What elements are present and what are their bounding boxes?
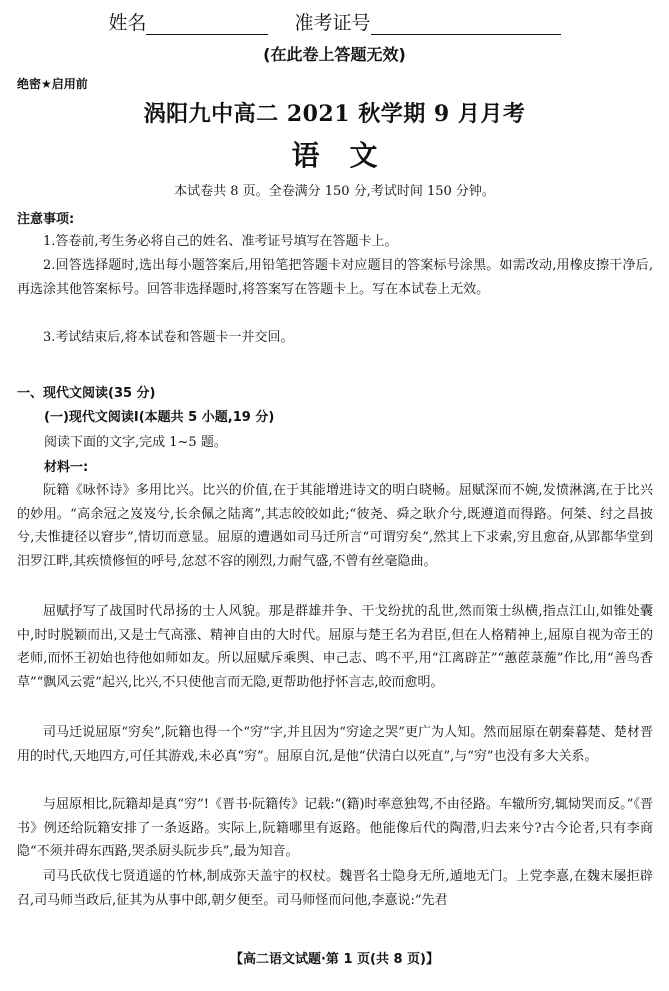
reading-instruction: 阅读下面的文字,完成 1~5 题。 <box>44 435 227 450</box>
note-item-1: 1.答卷前,考生务必将自己的姓名、准考证号填写在答题卡上。 <box>43 234 398 249</box>
body-paragraph-5: 司马氏砍伐七贤逍遥的竹林,制成弥天盖宇的权杖。魏晋名士隐身无所,遁地无门。上党李憙,在魏末屡拒辟召,司马师当政后,征其为从事中郎,朝夕便至。司马师怪而问他,李憙说:“先君 <box>17 869 653 908</box>
name-blank <box>146 16 268 35</box>
invalid-note: (在此卷上答题无效) <box>263 45 406 64</box>
body-paragraph-2: 屈赋抒写了战国时代昂扬的士人风貌。那是群雄并争、干戈纷扰的乱世,然而策士纵横,指点江山,如锥处囊中,时时脱颖而出,又是士气高涨、精神自由的大时代。屈原与楚王名为君臣,但在人格精神上,屈原自视为帝王的老师,而怀王初始也待他如师如友。所以屈赋斥乘舆、申己志、鸣不平,用“江离辟芷”“蕙茝菉葹”作比,用“善鸟香草”“飘风云霓”起兴,比兴,不只使他言而无隐,更帮助他抒怀言志,皎而愈明。 <box>17 604 653 690</box>
notes-heading: 注意事项: <box>17 212 75 227</box>
note-item-3: 3.考试结束后,将本试卷和答题卡一并交回。 <box>43 330 294 345</box>
page-footer: 【高二语文试题·第 1 页(共 8 页)】 <box>229 952 440 967</box>
body-paragraph-3: 司马迁说屈原“穷矣”,阮籍也得一个“穷”字,并且因为“穷途之哭”更广为人知。然而屈原在朝秦暮楚、楚材晋用的时代,天地四方,可任其游戏,未必真“穷”。屈原自沉,是他“伏清白以死直”,与“穷”也没有多大关系。 <box>17 725 653 764</box>
subject-title: 语文 <box>291 139 408 172</box>
body-paragraph-4: 与屈原相比,阮籍却是真“穷”!《晋书·阮籍传》记载:“(籍)时率意独驾,不由径路。车辙所穷,辄恸哭而反。”《晋书》例还给阮籍安排了一条返路。实际上,阮籍哪里有返路。他能像后代的陶潜,归去来兮?古今论者,只有李商隐“不须并碍东西路,哭杀厨头阮步兵”,最为知音。 <box>17 797 653 860</box>
exam-title: 涡阳九中高二 2021 秋学期 9 月月考 <box>143 101 526 127</box>
material-label: 材料一: <box>44 460 89 475</box>
exam-info: 本试卷共 8 页。全卷满分 150 分,考试时间 150 分钟。 <box>174 184 495 199</box>
section-heading: 一、现代文阅读(35 分) <box>17 386 156 401</box>
sub-section-heading: (一)现代文阅读Ⅰ(本题共 5 小题,19 分) <box>44 410 275 425</box>
candidate-info-row <box>0 8 669 35</box>
exam-id-blank <box>371 16 561 35</box>
name-label: 姓名 <box>108 12 147 34</box>
note-item-2: 2.回答选择题时,选出每小题答案后,用铅笔把答题卡对应题目的答案标号涂黑。如需改动,用橡皮擦干净后,再选涂其他答案标号。回答非选择题时,将答案写在答题卡上。写在本试卷上无效。 <box>17 258 653 297</box>
exam-id-label: 准考证号 <box>294 12 371 34</box>
secret-label: 绝密★启用前 <box>17 77 88 91</box>
body-paragraph-1: 阮籍《咏怀诗》多用比兴。比兴的价值,在于其能增进诗文的明白晓畅。屈赋深而不婉,发愤淋漓,在于比兴的妙用。“高余冠之岌岌兮,长余佩之陆离”,其志皎皎如此;“彼尧、舜之耿介兮,既遵道而得路。何桀、纣之昌披兮,夫惟捷径以窘步”,情切而意显。屈原的遭遇如司马迁所言“可谓穷矣”,然其上下求索,穷且愈奋,从郢都华堂到汨罗江畔,其疾愤修恒的呼号,忿怼不容的刚烈,力耐气盛,不曾有丝毫隐曲。 <box>17 483 653 569</box>
